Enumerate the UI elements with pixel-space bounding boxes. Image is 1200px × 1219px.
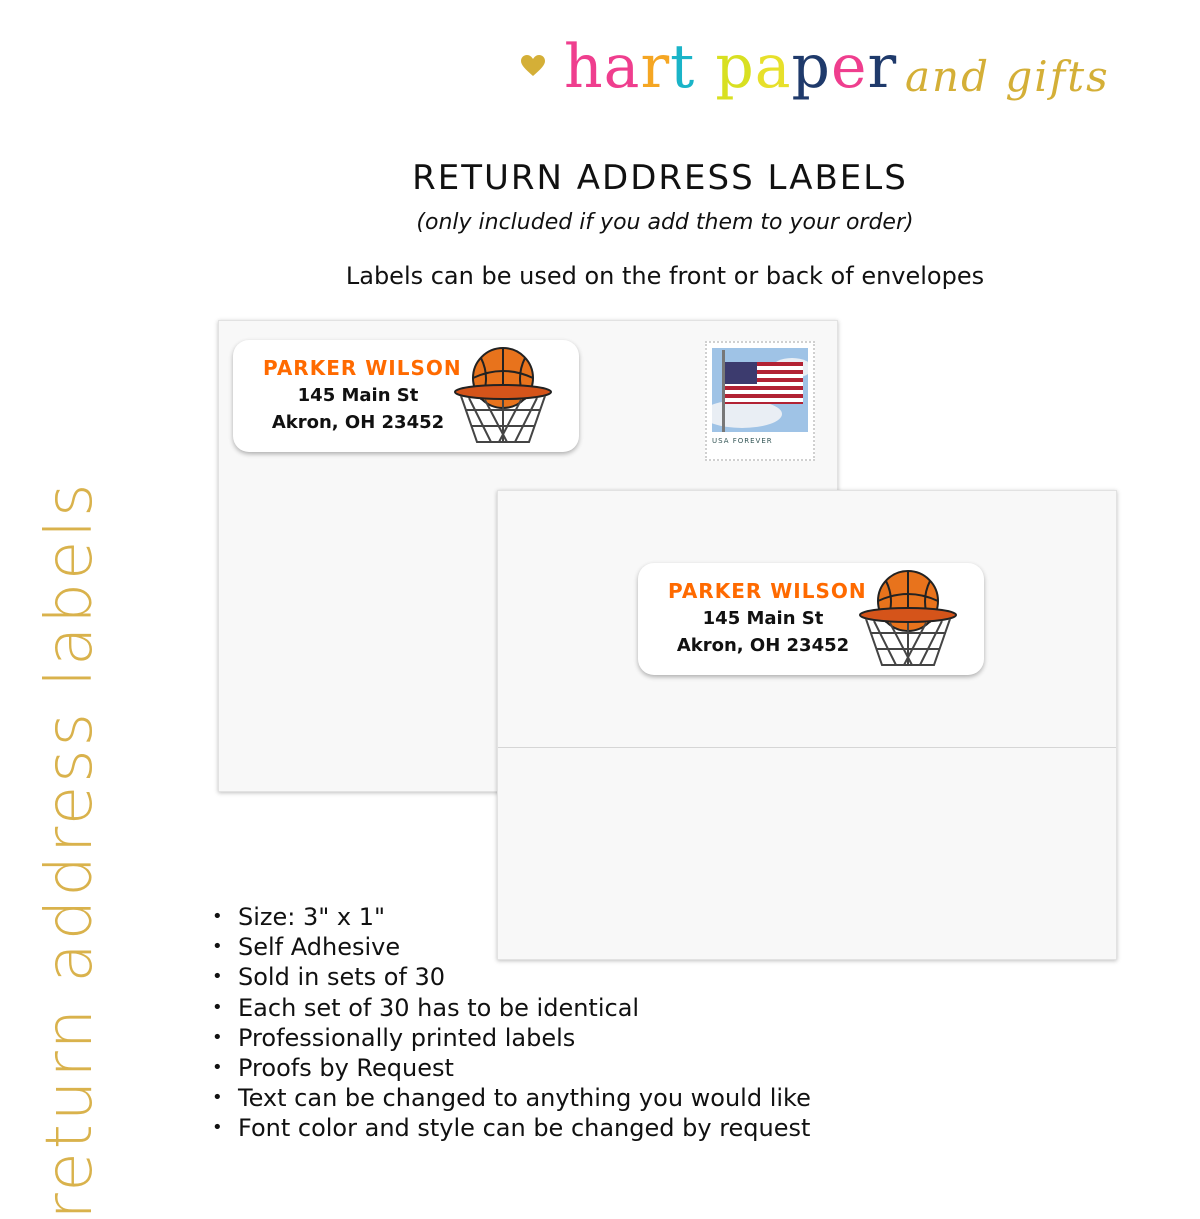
- feature-list: [212, 902, 811, 1144]
- brand-name: [564, 32, 897, 102]
- feature-item: • Professionally printed labels: [212, 1023, 811, 1053]
- brand-letter: e: [830, 32, 868, 102]
- brand-letter: r: [867, 32, 898, 102]
- envelope-flap-line: [498, 747, 1116, 748]
- stamp-text: USA FOREVER: [712, 437, 773, 445]
- label-street: 145 Main St: [297, 385, 419, 406]
- label-street: 145 Main St: [702, 608, 824, 629]
- brand-letter: p: [715, 32, 755, 102]
- brand-script: and gifts: [905, 52, 1110, 101]
- brand-logo: [520, 22, 1190, 112]
- feature-item: • Sold in sets of 30: [212, 962, 811, 992]
- american-flag-icon: [712, 348, 808, 432]
- basketball-hoop-icon: [451, 344, 555, 448]
- brand-letter: t: [670, 32, 696, 102]
- brand-letter: p: [791, 32, 831, 102]
- address-label: [638, 563, 984, 675]
- feature-item: • Self Adhesive: [212, 932, 811, 962]
- front-envelope: [497, 490, 1117, 960]
- address-label: [233, 340, 579, 452]
- vertical-label: return address labels: [33, 480, 107, 1219]
- feature-item: • Proofs by Request: [212, 1053, 811, 1083]
- brand-letter: a: [754, 32, 792, 102]
- label-city: Akron, OH 23452: [676, 635, 850, 656]
- page-subtitle: (only included if you add them to your order): [416, 210, 914, 235]
- brand-letter: a: [603, 32, 641, 102]
- feature-item: • Each set of 30 has to be identical: [212, 993, 811, 1023]
- page-title: RETURN ADDRESS LABELS: [412, 158, 908, 198]
- brand-letter: r: [640, 32, 671, 102]
- feature-item: • Size: 3" x 1": [212, 902, 811, 932]
- postage-stamp: [705, 341, 815, 461]
- label-name: PARKER WILSON: [668, 579, 867, 603]
- feature-item: • Text can be changed to anything you would like: [212, 1083, 811, 1113]
- label-name: PARKER WILSON: [263, 356, 462, 380]
- label-city: Akron, OH 23452: [271, 412, 445, 433]
- basketball-hoop-icon: [856, 567, 960, 671]
- page-description: Labels can be used on the front or back of envelopes: [345, 262, 985, 290]
- feature-item: • Font color and style can be changed by request: [212, 1113, 811, 1143]
- heart-icon: [520, 54, 546, 78]
- brand-letter: [695, 32, 715, 102]
- brand-letter: h: [564, 32, 604, 102]
